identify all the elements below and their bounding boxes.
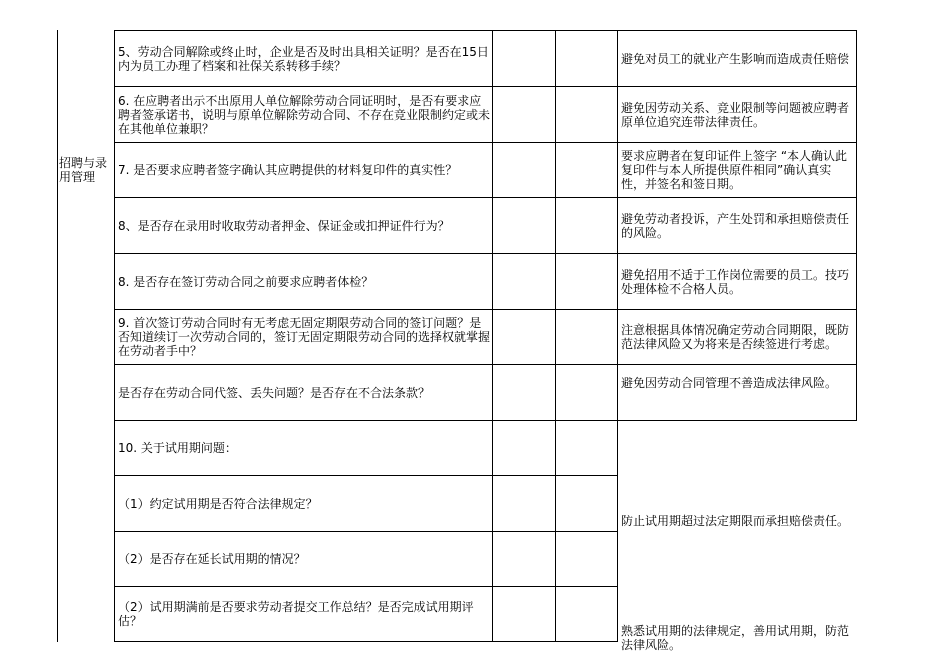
note-text: 避免因劳动关系、竞业限制等问题被应聘者原单位追究连带法律责任。 — [621, 100, 850, 129]
question-cell[interactable] — [118, 87, 490, 142]
check-cell[interactable] — [556, 31, 617, 86]
grid-vline-left — [57, 30, 58, 642]
question-text: 7. 是否要求应聘者签字确认其应聘提供的材料复印件的真实性？ — [118, 163, 458, 177]
question-text: （1）约定试用期是否符合法律规定？ — [118, 496, 318, 511]
note-cell[interactable] — [621, 31, 855, 86]
note-text: 避免因劳动合同管理不善造成法律风险。 — [621, 376, 838, 390]
question-text: 9. 首次签订劳动合同时有无考虑无固定期限劳动合同的签订问题？是否知道续订一次劳动合同的，签订无固定期限劳动合同的选择权就掌握在劳动者手中？ — [118, 316, 491, 358]
question-text: 是否存在劳动合同代签、丢失问题？是否存在不合法条款？ — [118, 385, 431, 400]
note-text: 防止试用期超过法定期限而承担赔偿责任。 — [621, 514, 850, 528]
note-text: 避免招用不适于工作岗位需要的员工。技巧处理体检不合格人员。 — [621, 267, 850, 296]
question-text: 10. 关于试用期问题： — [118, 441, 237, 455]
grid-vline-col4 — [617, 30, 618, 642]
question-text: 5、劳动合同解除或终止时，企业是否及时出具相关证明？是否在15日内为员工办理了档案和社保关系转移手续？ — [118, 44, 489, 73]
note-cell[interactable] — [621, 87, 855, 142]
question-cell[interactable] — [118, 254, 490, 309]
note-cell[interactable] — [621, 514, 855, 554]
note-cell[interactable] — [621, 254, 855, 309]
question-text: 8、是否存在录用时收取劳动者押金、保证金或扣押证件行为？ — [118, 218, 450, 233]
grid-vline-right — [856, 30, 857, 420]
note-cell[interactable] — [621, 376, 855, 420]
question-cell[interactable] — [118, 476, 490, 531]
grid-hline-bottom — [114, 641, 617, 642]
note-text: 避免对员工的就业产生影响而造成责任赔偿 — [621, 51, 850, 66]
grid-vline-category — [114, 30, 115, 642]
question-cell[interactable] — [118, 587, 490, 641]
note-cell[interactable] — [621, 198, 855, 253]
note-cell[interactable] — [621, 143, 855, 197]
grid-vline-question — [492, 30, 493, 642]
note-cell[interactable] — [621, 310, 855, 364]
question-cell[interactable] — [118, 421, 490, 475]
question-text: 8. 是否存在签订劳动合同之前要求应聘者体检？ — [118, 274, 374, 289]
question-cell[interactable] — [118, 365, 490, 420]
question-cell[interactable] — [118, 310, 490, 364]
check-cell[interactable] — [493, 31, 555, 86]
note-text: 避免劳动者投诉，产生处罚和承担赔偿责任的风险。 — [621, 211, 850, 240]
category-cell[interactable] — [59, 142, 113, 197]
note-text: 熟悉试用期的法律规定，善用试用期，防范法律风险。 — [621, 624, 850, 652]
question-cell[interactable] — [118, 198, 490, 253]
note-text: 注意根据具体情况确定劳动合同期限，既防范法律风险又为将来是否续签进行考虑。 — [621, 323, 850, 351]
grid-hline-7b — [617, 420, 857, 421]
question-text: （2）是否存在延长试用期的情况？ — [118, 552, 306, 566]
note-cell[interactable] — [621, 624, 855, 664]
note-text: 要求应聘者在复印证件上签字 “本人确认此复印件与本人所提供原件相同”确认真实性，并签名和签日期。 — [621, 149, 848, 191]
question-text: 6. 在应聘者出示不出原用人单位解除劳动合同证明时，是否有要求应聘者签承诺书，说明与原单位解除劳动合同、不存在竞业限制约定或未在其他单位兼职？ — [118, 93, 491, 136]
grid-vline-col3 — [555, 30, 556, 642]
question-cell[interactable] — [118, 532, 490, 586]
question-cell[interactable] — [118, 31, 490, 86]
question-cell[interactable] — [118, 143, 490, 197]
category-label: 招聘与录用管理 — [59, 155, 108, 184]
question-text: （2）试用期满前是否要求劳动者提交工作总结？是否完成试用期评估？ — [118, 600, 474, 628]
